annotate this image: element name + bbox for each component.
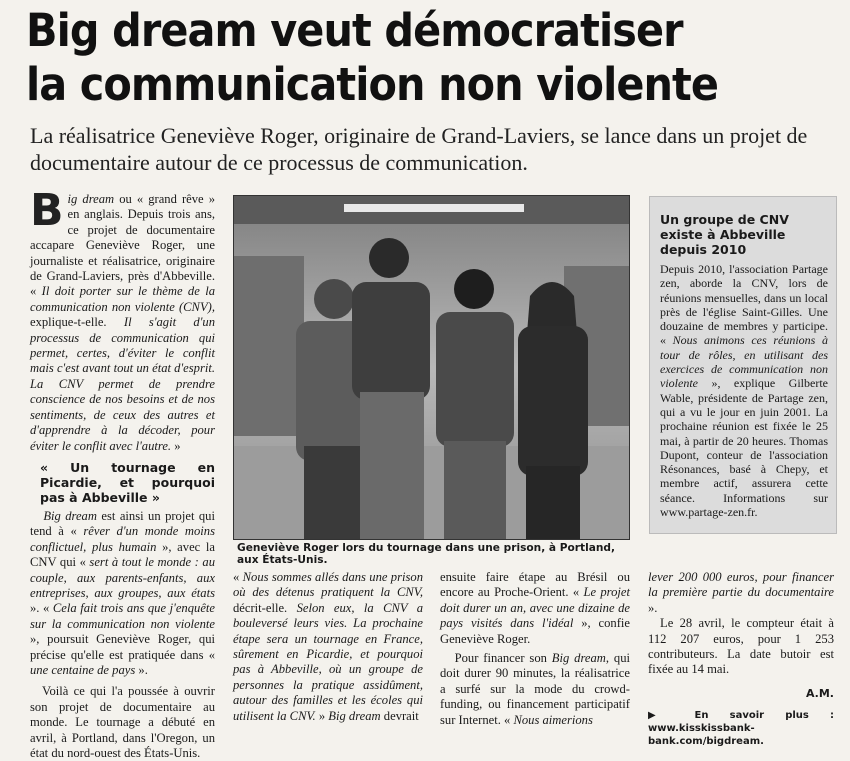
- drop-cap: B: [30, 185, 64, 236]
- headline-line-2: la communication non violente: [26, 58, 719, 111]
- article-column-2: « Nous sommes allés dans une prison où des détenus pratiquent la CNV, décrit-elle. Selon eux, la CNV a bouleversé leurs vies. La prochaine étape sera un tournage en France, sûrement en Picardie, et pourquoi pas à Abbeville, où un groupe de personnes la pratique assidûment, autour des familles et les écoles qui utilisent la CNV. » Big dream devrait: [233, 570, 423, 723]
- photo-caption: Geneviève Roger lors du tournage dans une prison, à Portland, aux États-Unis.: [237, 542, 616, 566]
- headline: [26, 4, 762, 112]
- standfirst: La réalisatrice Geneviève Roger, originaire de Grand-Laviers, se lance dans un projet de documentaire autour de ce processus de communication.: [30, 123, 808, 175]
- headline-line-1: Big dream veut démocratiser: [26, 4, 683, 57]
- paragraph: ensuite faire étape au Brésil ou encore au Proche-Orient. « Le projet doit durer un an, avec une dizaine de pays visités dans l'idéal », confie Geneviève Roger.: [440, 570, 631, 646]
- photo-illustration: [234, 196, 629, 539]
- article-column-4: [648, 570, 834, 748]
- paragraph: Voilà ce qui l'a poussée à ouvrir son projet de documentaire au monde. Le tournage a débuté en avril, à Portland, dans l'Oregon, un état du nord-ouest des États-Unis.: [30, 684, 215, 760]
- paragraph: Le 28 avril, le compteur était à 112 207 euros, pour 1 253 contributeurs. La date butoir est fixée au 14 mai.: [648, 616, 834, 677]
- article-column-3: [440, 570, 630, 728]
- sidebar-title: Un groupe de CNV existe à Abbeville depuis 2010: [660, 212, 789, 257]
- article-photo: [233, 195, 630, 540]
- article-column-1: [30, 185, 215, 761]
- more-info-link[interactable]: ▶ En savoir plus : www.kisskissbank-bank.com/bigdream.: [648, 710, 835, 748]
- paragraph: Big dream est ainsi un projet qui tend à « rêver d'un monde moins conflictuel, plus humain », avec la CNV qui « sert à tout le monde : au couple, aux parents-enfants, aux entreprises, aux groupes, aux états ». « Cela fait trois ans que j'enquête sur la communication non violente », poursuit Geneviève Roger, qui précise qu'elle est pratiquée dans « une centaine de pays ».: [30, 508, 215, 677]
- arrow-right-icon: ▶: [648, 710, 695, 722]
- paragraph: lever 200 000 euros, pour financer la première partie du documentaire ».: [648, 570, 834, 615]
- paragraph: Pour financer son Big dream, qui doit durer 90 minutes, la réalisatrice a surfé sur la mode du crowd-funding, ou financement participatif sur Internet. « Nous aimerions: [440, 651, 630, 727]
- sidebar-body: Depuis 2010, l'association Partage zen, aborde la CNV, lors de réunions mensuelles, dans un local près de l'église Saint-Gilles. Une douzaine de membres y participe. « Nous animons ces réunions à tour de rôles, en utilisant des exercices de communication non violente », explique Gilberte Wable, présidente de Partage zen, qui a vu le jour en juin 2001. La prochaine réunion est fixée le 25 mai, à partir de 20 heures. Thomas Dupont, conteur de l'association Résonances, basé à Chepy, et membre actif, assurera cette séance. Informations sur www.partage-zen.fr.: [660, 262, 829, 520]
- author-signature: A.M.: [805, 686, 834, 700]
- paragraph: Big dream ou « grand rêve » en anglais. Depuis trois ans, ce projet de documentaire accapare Geneviève Roger, une journaliste et réalisatrice, originaire de Grand-Laviers, près d'Abbeville. « Il doit porter sur le thème de la communication non violente (CNV), explique-t-elle. Il s'agit d'un processus de communication qui permet, certes, d'éviter le conflit mais c'est avant tout un état d'esprit. La CNV permet de prendre conscience de nos besoins et de nos sentiments, de ceux des autres et d'apprendre à la décoder, pour éviter le conflit avec l'autre. »: [30, 185, 215, 453]
- subheading: « Un tournage en Picardie, et pourquoi pas à Abbeville »: [40, 459, 215, 505]
